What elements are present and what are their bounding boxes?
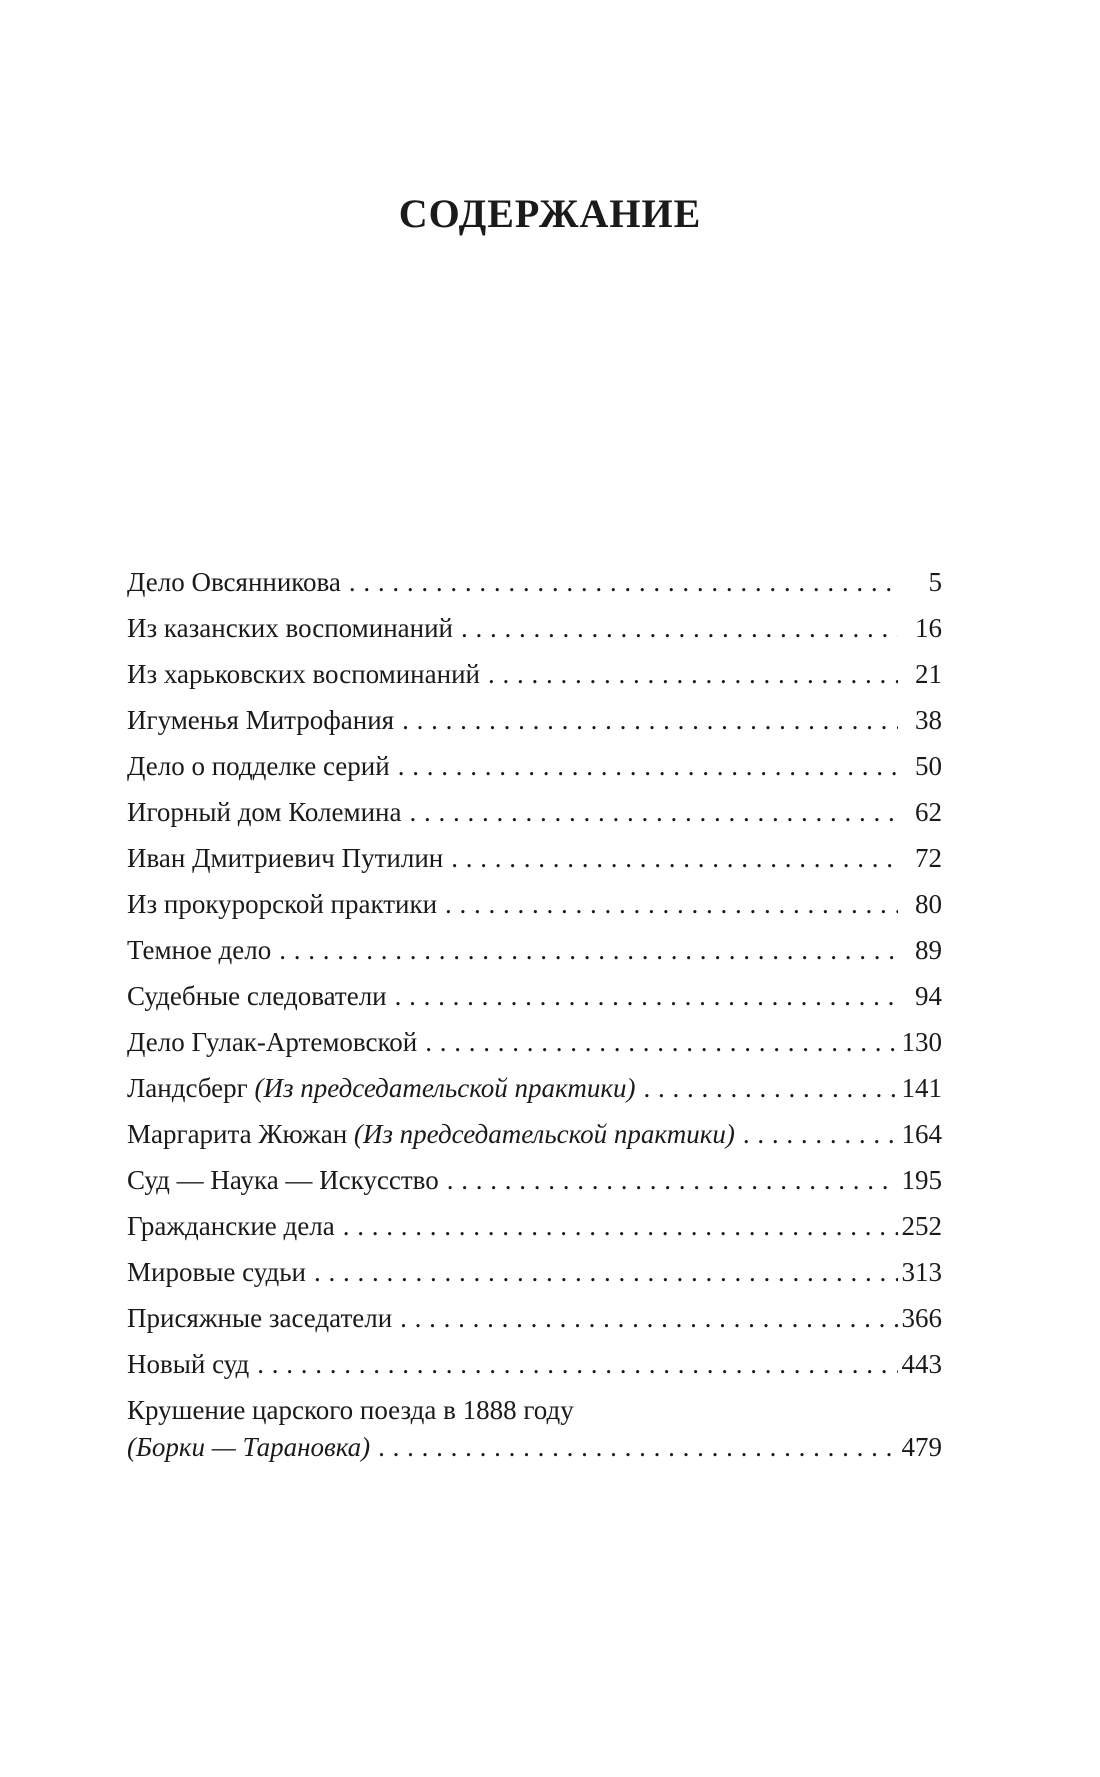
- toc-page-number: 141: [901, 1073, 942, 1103]
- toc-entry-title: Дело Гулак-Артемовской: [127, 1027, 418, 1057]
- toc-entry-title-wrap: [127, 1344, 249, 1384]
- toc-entry[interactable]: [127, 1344, 942, 1390]
- toc-entry[interactable]: [127, 1427, 942, 1473]
- toc-page-number: 252: [901, 1211, 942, 1241]
- toc-entry-title-wrap: [127, 792, 401, 832]
- dot-leader: [445, 884, 898, 924]
- dot-leader: [451, 838, 898, 878]
- toc-entry-title-wrap: [127, 1252, 306, 1292]
- toc-page-number: 479: [901, 1432, 942, 1462]
- toc-entry-title-wrap: [127, 838, 443, 878]
- toc-entry-subtitle: (Борки — Тарановка): [127, 1432, 371, 1462]
- dot-leader: [461, 608, 898, 648]
- toc-entry-title: Присяжные заседатели: [127, 1303, 393, 1333]
- dot-leader: [402, 700, 898, 740]
- toc-page-number: 72: [915, 843, 942, 873]
- dot-leader: [409, 792, 898, 832]
- toc-page-number: 21: [915, 659, 942, 689]
- toc-entry-title-wrap: [127, 930, 271, 970]
- toc-entry-title: Игорный дом Колемина: [127, 797, 402, 827]
- toc-page-number: 366: [901, 1303, 942, 1333]
- toc-entry[interactable]: [127, 930, 942, 976]
- toc-entry[interactable]: [127, 562, 942, 608]
- dot-leader: [349, 562, 898, 602]
- toc-entry-title-wrap: [127, 1160, 439, 1200]
- toc-entry-title: Крушение царского поезда в 1888 году: [127, 1395, 574, 1425]
- dot-leader: [447, 1160, 898, 1200]
- toc-entry-title: Маргарита Жюжан: [127, 1119, 348, 1149]
- dot-leader: [400, 1298, 897, 1338]
- toc-entry-title-wrap: [127, 1022, 417, 1062]
- dot-leader: [643, 1068, 897, 1108]
- toc-entry-title: Мировые судьи: [127, 1257, 307, 1287]
- toc-page-number: 94: [915, 981, 942, 1011]
- toc-entry[interactable]: [127, 700, 942, 746]
- dot-leader: [398, 746, 898, 786]
- toc-entry-title-wrap: [127, 1114, 735, 1154]
- toc-entry[interactable]: [127, 1252, 942, 1298]
- toc-entry-title-wrap: [127, 1068, 635, 1108]
- toc-entry-title-wrap: [127, 884, 437, 924]
- toc-page-number: 5: [928, 567, 942, 597]
- toc-entry-subtitle: (Из председательской практики): [353, 1119, 735, 1149]
- dot-leader: [425, 1022, 897, 1062]
- toc-entry-title: Суд — Наука — Искусство: [127, 1165, 439, 1195]
- toc-page-number: 50: [915, 751, 942, 781]
- toc-entry[interactable]: [127, 1298, 942, 1344]
- toc-page-number: 313: [901, 1257, 942, 1287]
- toc-entry-title: Из казанских воспоминаний: [127, 613, 453, 643]
- toc-entry-title: Игуменья Митрофания: [127, 705, 395, 735]
- dot-leader: [314, 1252, 897, 1292]
- table-of-contents: [127, 562, 942, 1473]
- toc-page-number: 16: [915, 613, 942, 643]
- toc-entry[interactable]: [127, 976, 942, 1022]
- toc-page-number: 195: [901, 1165, 942, 1195]
- dot-leader: [343, 1206, 898, 1246]
- toc-entry-title: Из прокурорской практики: [127, 889, 438, 919]
- dot-leader: [279, 930, 898, 970]
- toc-entry-title: Темное дело: [127, 935, 272, 965]
- toc-page-number: 89: [915, 935, 942, 965]
- toc-page-number: 130: [901, 1027, 942, 1057]
- toc-entry-title: Гражданские дела: [127, 1211, 335, 1241]
- toc-entry-title-wrap: [127, 608, 453, 648]
- toc-entry[interactable]: [127, 1114, 942, 1160]
- toc-entry-title: Новый суд: [127, 1349, 250, 1379]
- toc-entry-title: Иван Дмитриевич Путилин: [127, 843, 444, 873]
- toc-page-number: 38: [915, 705, 942, 735]
- toc-entry-title-wrap: [127, 1298, 392, 1338]
- toc-entry-title-wrap: [127, 654, 480, 694]
- toc-entry-title-wrap: [127, 1206, 335, 1246]
- toc-entry[interactable]: [127, 792, 942, 838]
- toc-entry-title: Дело о подделке серий: [127, 751, 390, 781]
- toc-entry[interactable]: [127, 838, 942, 884]
- toc-entry-title: Дело Овсянникова: [127, 567, 341, 597]
- toc-entry-title: Ландсберг: [127, 1073, 248, 1103]
- toc-entry[interactable]: [127, 1206, 942, 1252]
- toc-page-number: 62: [915, 797, 942, 827]
- dot-leader: [743, 1114, 898, 1154]
- toc-entry[interactable]: [127, 746, 942, 792]
- dot-leader: [378, 1427, 897, 1467]
- toc-entry-title-wrap: [127, 562, 341, 602]
- toc-page-number: 443: [901, 1349, 942, 1379]
- toc-entry-title: Из харьковских воспоминаний: [127, 659, 480, 689]
- toc-entry-title-wrap: [127, 976, 387, 1016]
- toc-page-number: 164: [901, 1119, 942, 1149]
- toc-entry-title-wrap: [127, 746, 390, 786]
- toc-entry-title-line: [127, 1390, 942, 1427]
- toc-page-number: 80: [915, 889, 942, 919]
- toc-entry-title: Судебные следователи: [127, 981, 387, 1011]
- toc-entry[interactable]: [127, 884, 942, 930]
- toc-entry[interactable]: [127, 608, 942, 654]
- dot-leader: [257, 1344, 897, 1384]
- toc-entry[interactable]: [127, 1068, 942, 1114]
- toc-entry[interactable]: [127, 1022, 942, 1068]
- toc-entry-title-wrap: [127, 700, 394, 740]
- dot-leader: [395, 976, 898, 1016]
- toc-entry[interactable]: [127, 654, 942, 700]
- dot-leader: [488, 654, 898, 694]
- toc-entry-subtitle: (Из председательской практики): [254, 1073, 636, 1103]
- toc-entry[interactable]: [127, 1160, 942, 1206]
- page-title: СОДЕРЖАНИЕ: [398, 191, 702, 236]
